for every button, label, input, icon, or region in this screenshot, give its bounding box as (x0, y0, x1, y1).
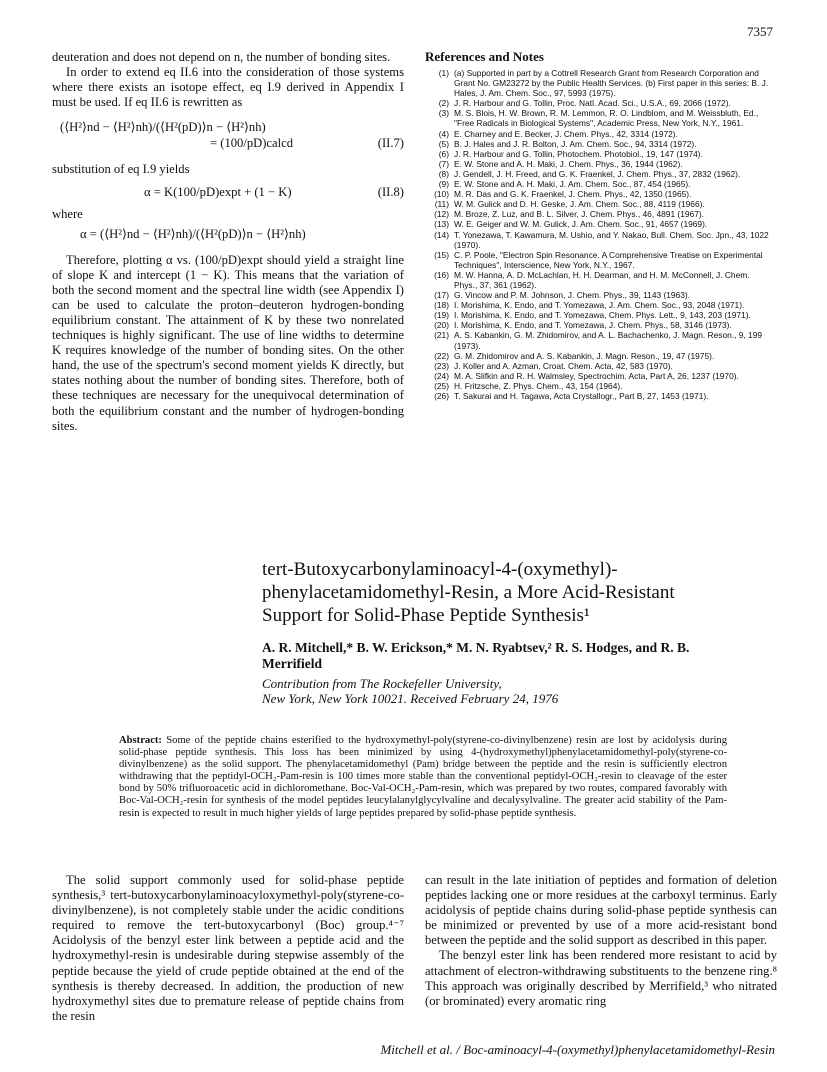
running-footer: Mitchell et al. / Boc-aminoacyl-4-(oxymethyl)phenylacetamidomethyl-Resin (380, 1042, 775, 1057)
reference-number: (21) (434, 330, 449, 341)
reference-item (425, 270, 775, 290)
reference-number: (2) (438, 98, 449, 109)
reference-item (425, 290, 775, 300)
reference-number: (25) (434, 380, 449, 391)
reference-item (425, 68, 775, 98)
reference-text: J. Gendell, J. H. Freed, and G. K. Fraenkel, J. Chem. Phys., 37, 2832 (1962). (454, 168, 741, 179)
reference-item (425, 209, 775, 219)
reference-text: T. Yonezawa, T. Kawamura, M. Ushio, and Y. Nakao, Bull. Chem. Soc. Jpn., 43, 1022 (1970). (454, 229, 769, 250)
abstract (119, 735, 727, 820)
equation-ii8: α = K(100/pD)expt + (1 − K) (II.8) (144, 185, 404, 200)
reference-number: (1) (438, 68, 449, 78)
reference-number: (22) (434, 350, 449, 361)
reference-text: I. Morishima, K. Endo, and T. Yomezawa, J. Chem. Phys., 58, 3146 (1973). (454, 320, 732, 331)
body-right-column (425, 873, 777, 1009)
reference-text: G. M. Zhidomirov and A. S. Kabankin, J. Magn. Reson., 19, 47 (1975). (454, 350, 715, 361)
reference-text: M. S. Blois, H. W. Brown, R. M. Lemmon, R. O. Lindblom, and M. Weissbluth, Ed., "Free Radicals in Biological Systems", Academic Press, New York, N.Y., 1961. (454, 108, 759, 129)
reference-number: (16) (434, 269, 449, 280)
reference-text: E. Charney and E. Becker, J. Chem. Phys., 42, 3314 (1972). (454, 128, 678, 139)
reference-text: J. R. Harbour and G. Tollin, Photochem. Photobiol., 19, 147 (1974). (454, 148, 703, 159)
article-title: tert-Butoxycarbonylaminoacyl-4-(oxymethyl)-phenylacetamidomethyl-Resin, a More Acid-Resistant Support for Solid-Phase Peptide Synthesis¹ (262, 559, 675, 626)
reference-number: (9) (438, 179, 449, 190)
reference-item (425, 230, 775, 250)
reference-number: (23) (434, 360, 449, 371)
paragraph: The benzyl ester link has been rendered more resistant to acid by attachment of electron-withdrawing substituents to the benzene ring.⁸ This approach was originally described by Merrifield,³ who nitrated (or brominated) every aromatic ring (425, 948, 777, 1008)
reference-number: (5) (438, 138, 449, 149)
reference-text: W. M. Gulick and D. H. Geske, J. Am. Chem. Soc., 88, 4119 (1966). (454, 199, 705, 210)
reference-text: M. R. Das and G. K. Fraenkel, J. Chem. Phys., 42, 1350 (1965). (454, 189, 692, 200)
references-heading: References and Notes (425, 49, 544, 64)
reference-number: (13) (434, 219, 449, 230)
reference-text: H. Fritzsche, Z. Phys. Chem., 43, 154 (1964). (454, 380, 623, 391)
reference-text: M. Broze, Z. Luz, and B. L. Silver, J. Chem. Phys., 46, 4891 (1967). (454, 209, 704, 220)
reference-item (425, 129, 775, 139)
reference-number: (24) (434, 370, 449, 381)
reference-item (425, 169, 775, 179)
reference-item (425, 179, 775, 189)
reference-item (425, 139, 775, 149)
reference-item (425, 250, 775, 270)
reference-item (425, 159, 775, 169)
reference-number: (4) (438, 128, 449, 139)
paragraph: The solid support commonly used for solid-phase peptide synthesis,³ tert-butoxycarbonylaminoacyloxymethyl-poly(styrene-co-divinylbenzene), is not completely stable under the acidic conditions required to remove the tert-butoxycarbonyl (Boc) group.⁴⁻⁷ Acidolysis of the benzyl ester link between a peptide acid and the hydroxymethyl-resin is undesirable during stepwise assembly of the peptide because the yield of crude peptide obtained at the end of the synthesis is thereby decreased. In addition, the production of new hydroxymethyl sites due to premature release of peptide chains from the resin (52, 873, 404, 1023)
reference-item (425, 361, 775, 371)
paragraph: deuteration and does not depend on n, the number of bonding sites. (52, 50, 391, 64)
reference-text: W. E. Geiger and W. M. Gulick, J. Am. Chem. Soc., 91, 4657 (1969). (454, 219, 708, 230)
reference-number: (26) (434, 391, 449, 401)
references-list (425, 68, 775, 401)
reference-number: (18) (434, 300, 449, 311)
reference-text: J. R. Harbour and G. Tollin, Proc. Natl. Acad. Sci., U.S.A., 69, 2066 (1972). (454, 98, 731, 109)
abstract-text: Some of the peptide chains esterified to the hydroxymethyl-poly(styrene-co-divinylbenzene) resin are lost by acidolysis during solid-phase peptide synthesis. This loss has been minimized by using 4-(hydroxymethyl)phenylacetamidomethyl-poly(styrene-co-divinylbenzene) as the solid support. The phenylacetamidomethyl (Pam) bridge between the peptide and the resin is sufficiently electron withdrawing that the peptidyl-OCH₂-Pam-resin is 100 times more stable than the conventional peptidyl-OCH₂-resin to cleavage of the ester bond by 50% trifluoroacetic acid in dichloromethane. Boc-Val-OCH₂-Pam-resin, which was prepared by two routes, compared favorably with Boc-Val-OCH₂-resin for synthesis of the model peptides leucylalanylglycylvaline and decalysylvaline. The greater acid stability of the Pam-resin is expected to result in much higher yields of large peptides prepared by solid-phase peptide synthesis. (119, 735, 727, 819)
equation-alpha: α = (⟨H²⟩nd − ⟨H²⟩nh)/(⟨H²(pD)⟩n − ⟨H²⟩nh) (80, 226, 306, 241)
reference-item (425, 371, 775, 381)
article-affiliation: Contribution from The Rockefeller University, New York, New York 10021. Received February 24, 1976 (262, 676, 559, 706)
reference-item (425, 199, 775, 209)
reference-item (425, 189, 775, 199)
reference-item (425, 98, 775, 108)
reference-number: (12) (434, 209, 449, 220)
reference-text: B. J. Hales and J. R. Bolton, J. Am. Chem. Soc., 94, 3314 (1972). (454, 138, 697, 149)
reference-text: (a) Supported in part by a Cottrell Research Grant from Research Corporation and Grant No. GM23272 by the Public Health Services. (b) First paper in this series: B. J. Hales, J. Am. Chem. Soc., 97, 5993 (1975). (454, 68, 769, 99)
reference-text: T. Sakurai and H. Tagawa, Acta Crystallogr., Part B, 27, 1453 (1971). (454, 391, 709, 401)
reference-number: (7) (438, 158, 449, 169)
left-column (52, 50, 404, 434)
reference-item (425, 108, 775, 128)
equation-ii7-line2: = (100/pD)calcd (II.7) (210, 136, 404, 151)
reference-text: M. A. Slifkin and R. H. Walmsley, Spectrochim. Acta, Part A, 26, 1237 (1970). (454, 370, 739, 381)
reference-number: (19) (434, 310, 449, 321)
reference-text: J. Koller and A. Azman, Croat. Chem. Acta, 42, 583 (1970). (454, 360, 673, 371)
reference-text: A. S. Kabankin, G. M. Zhidomirov, and A. L. Bachachenko, J. Magn. Reson., 9, 199 (1973). (454, 330, 763, 351)
reference-item (425, 320, 775, 330)
reference-item (425, 219, 775, 229)
reference-text: I. Morishima, K. Endo, and T. Yomezawa, J. Am. Chem. Soc., 93, 2048 (1971). (454, 300, 745, 311)
reference-number: (15) (434, 249, 449, 260)
reference-number: (20) (434, 320, 449, 331)
equation-ii7-line1: (⟨H²⟩nd − ⟨H²⟩nh)/(⟨H²(pD)⟩n − ⟨H²⟩nh) (60, 120, 266, 135)
equation-number: (II.7) (377, 136, 404, 151)
page-number: 7357 (747, 24, 773, 39)
reference-item (425, 391, 775, 401)
paragraph: In order to extend eq II.6 into the consideration of those systems where there exists an isotope effect, eq I.9 derived in Appendix I must be used. If eq II.6 is rewritten as (52, 65, 404, 110)
reference-number: (11) (434, 199, 449, 210)
reference-number: (6) (438, 148, 449, 159)
reference-number: (17) (434, 290, 449, 301)
reference-item (425, 149, 775, 159)
reference-item (425, 330, 775, 350)
paragraph: can result in the late initiation of peptides and formation of deletion peptides lacking one or more residues at the carboxyl terminus. Early acidolysis of peptide chains during solid-phase peptide synthesis can be minimized or prevented by use of a more acid-resistant bond between the peptide and the solid support as described in this paper. (425, 873, 777, 948)
reference-item (425, 300, 775, 310)
reference-item (425, 381, 775, 391)
reference-text: E. W. Stone and A. H. Maki, J. Am. Chem. Soc., 87, 454 (1965). (454, 179, 691, 190)
reference-text: C. P. Poole, "Electron Spin Resonance. A Comprehensive Treatise on Experimental Techniques", Interscience, New York, N.Y., 1967. (454, 249, 763, 270)
reference-text: M. W. Hanna, A. D. McLachlan, H. H. Dearman, and H. M. McConnell, J. Chem. Phys., 37, 361 (1962). (454, 269, 750, 290)
reference-number: (3) (438, 108, 449, 119)
equation-number: (II.8) (377, 185, 404, 200)
paragraph: Therefore, plotting α vs. (100/pD)expt should yield a straight line of slope K and intercept (1 − K). This means that the variation of both the second moment and the spectral line width (see Appendix I) can be used to calculate the proton–deuteron hydrogen-bonding equilibrium constant. The attainment of K by these two nonrelated techniques is highly significant. The use of line widths to determine K requires knowledge of the number of bonding sites. On the other hand, the use of the spectrum's second moment yields K directly, but states nothing about the number of bonding sites. Therefore, both of these techniques are necessary for the unequivocal determination of both the equilibrium constant and the number of hydrogen-bonding sites. (52, 252, 404, 433)
paragraph: substitution of eq I.9 yields (52, 162, 190, 177)
reference-number: (10) (434, 189, 449, 200)
reference-text: E. W. Stone and A. H. Maki, J. Chem. Phys., 36, 1944 (1962). (454, 158, 683, 169)
reference-text: G. Vincow and P. M. Johnson, J. Chem. Phys., 39, 1143 (1963). (454, 290, 691, 301)
reference-item (425, 310, 775, 320)
body-left-column (52, 873, 404, 1024)
paragraph: where (52, 207, 83, 222)
reference-number: (14) (434, 229, 449, 240)
reference-text: I. Morishima, K. Endo, and T. Yomezawa, Chem. Phys. Lett., 9, 143, 203 (1971). (454, 310, 751, 321)
reference-item (425, 351, 775, 361)
reference-number: (8) (438, 168, 449, 179)
abstract-label: Abstract: (119, 735, 162, 746)
article-authors: A. R. Mitchell,* B. W. Erickson,* M. N. Ryabtsev,² R. S. Hodges, and R. B. Merrifield (262, 640, 690, 671)
